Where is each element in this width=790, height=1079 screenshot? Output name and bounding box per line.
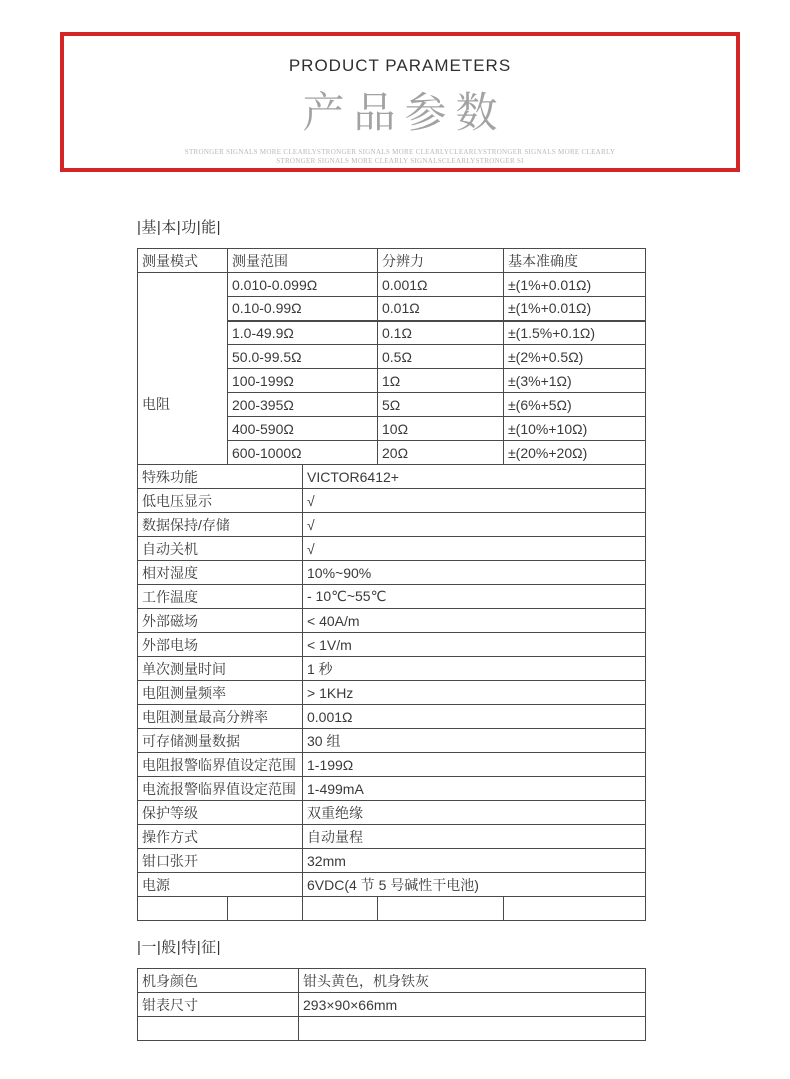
header-measure-range: 测量范围 [228, 249, 378, 273]
general-value-cell [299, 1017, 646, 1041]
spec-label-cell: 可存储测量数据 [138, 729, 303, 753]
range-cell: 400-590Ω [228, 417, 378, 441]
table-header-row [138, 249, 646, 273]
spec-row [138, 513, 646, 537]
content [137, 216, 645, 1041]
resolution-cell: 5Ω [378, 393, 504, 417]
range-cell: 100-199Ω [228, 369, 378, 393]
spec-row [138, 777, 646, 801]
general-row [138, 969, 646, 993]
spec-row [138, 561, 646, 585]
spec-row [138, 801, 646, 825]
section-title-general-features: |一|般|特|征| [137, 939, 221, 956]
spec-value-cell: < 1V/m [303, 633, 646, 657]
header-subtitle-line2: STRONGER SIGNALS MORE CLEARLY SIGNALSCLEARLYSTRONGER SI [276, 157, 524, 165]
general-label-cell [138, 1017, 299, 1041]
spec-row [138, 609, 646, 633]
spec-row [138, 849, 646, 873]
resolution-cell: 10Ω [378, 417, 504, 441]
spec-label-cell: 工作温度 [138, 585, 303, 609]
accuracy-cell: ±(1%+0.01Ω) [504, 297, 646, 321]
resolution-cell: 20Ω [378, 441, 504, 465]
empty-row [138, 897, 646, 921]
spec-value-cell: 10%~90% [303, 561, 646, 585]
spec-row [138, 489, 646, 513]
spec-label-cell: 电阻测量最高分辨率 [138, 705, 303, 729]
resistance-row [138, 273, 646, 297]
spec-label-cell: 保护等级 [138, 801, 303, 825]
range-cell: 200-395Ω [228, 393, 378, 417]
spec-value-cell: √ [303, 537, 646, 561]
accuracy-cell: ±(6%+5Ω) [504, 393, 646, 417]
section-title-basic-functions: |基|本|功|能| [137, 219, 221, 236]
spec-label-cell: 电阻测量频率 [138, 681, 303, 705]
spec-value-cell: 0.001Ω [303, 705, 646, 729]
mode-label-cell: 电阻 [138, 273, 228, 465]
spec-value-cell: √ [303, 513, 646, 537]
spec-value-cell: 1-199Ω [303, 753, 646, 777]
spec-row [138, 705, 646, 729]
general-label-cell: 机身颜色 [138, 969, 299, 993]
resolution-cell: 0.01Ω [378, 297, 504, 321]
page [0, 32, 790, 1041]
spec-row [138, 753, 646, 777]
spec-label-cell: 相对湿度 [138, 561, 303, 585]
spec-row [138, 873, 646, 897]
accuracy-cell: ±(1%+0.01Ω) [504, 273, 646, 297]
general-features-table [137, 968, 646, 1041]
spec-label-cell: 电源 [138, 873, 303, 897]
spec-label-cell: 钳口张开 [138, 849, 303, 873]
empty-cell [138, 897, 228, 921]
resolution-cell: 0.5Ω [378, 345, 504, 369]
spec-value-cell: 6VDC(4 节 5 号碱性干电池) [303, 873, 646, 897]
empty-cell [378, 897, 504, 921]
spec-value-cell: 1-499mA [303, 777, 646, 801]
spec-row [138, 585, 646, 609]
general-label-cell: 钳表尺寸 [138, 993, 299, 1017]
spec-value-cell: √ [303, 489, 646, 513]
spec-value-cell: > 1KHz [303, 681, 646, 705]
spec-label-cell: 自动关机 [138, 537, 303, 561]
header-banner [60, 32, 740, 172]
spec-label-cell: 数据保持/存储 [138, 513, 303, 537]
spec-row [138, 633, 646, 657]
general-value-cell: 293×90×66mm [299, 993, 646, 1017]
spec-label-cell: 操作方式 [138, 825, 303, 849]
spec-value-cell: 双重绝缘 [303, 801, 646, 825]
spec-row [138, 825, 646, 849]
resolution-cell: 1Ω [378, 369, 504, 393]
range-cell: 0.010-0.099Ω [228, 273, 378, 297]
header-title-en: PRODUCT PARAMETERS [288, 56, 512, 75]
spec-row [138, 657, 646, 681]
spec-value-cell: - 10℃~55℃ [303, 585, 646, 609]
spec-label-cell: 电阻报警临界值设定范围 [138, 753, 303, 777]
resolution-cell: 0.001Ω [378, 273, 504, 297]
accuracy-cell: ±(10%+10Ω) [504, 417, 646, 441]
spec-value-cell: < 40A/m [303, 609, 646, 633]
spec-row [138, 537, 646, 561]
spec-label-cell: 特殊功能 [138, 465, 303, 489]
spec-label-cell: 单次测量时间 [138, 657, 303, 681]
accuracy-cell: ±(20%+20Ω) [504, 441, 646, 465]
accuracy-cell: ±(2%+0.5Ω) [504, 345, 646, 369]
header-resolution: 分辨力 [378, 249, 504, 273]
spec-value-cell: 30 组 [303, 729, 646, 753]
resolution-cell: 0.1Ω [378, 321, 504, 345]
header-measure-mode: 测量模式 [138, 249, 228, 273]
spec-row [138, 729, 646, 753]
basic-functions-table [137, 248, 646, 921]
header-title-zh: 产品参数 [302, 89, 507, 136]
spec-value-cell: 32mm [303, 849, 646, 873]
general-row-partial [138, 1017, 646, 1041]
range-cell: 0.10-0.99Ω [228, 297, 378, 321]
accuracy-cell: ±(3%+1Ω) [504, 369, 646, 393]
spec-row [138, 681, 646, 705]
range-cell: 600-1000Ω [228, 441, 378, 465]
spec-label-cell: 外部电场 [138, 633, 303, 657]
spec-row [138, 465, 646, 489]
spec-label-cell: 低电压显示 [138, 489, 303, 513]
general-row [138, 993, 646, 1017]
spec-label-cell: 电流报警临界值设定范围 [138, 777, 303, 801]
header-subtitle [64, 148, 736, 166]
header-accuracy: 基本准确度 [504, 249, 646, 273]
spec-value-cell: 自动量程 [303, 825, 646, 849]
header-subtitle-line1: STRONGER SIGNALS MORE CLEARLYSTRONGER SIGNALS MORE CLEARLYCLEARLYSTRONGER SIGNALS MORE CLEARLY [184, 148, 616, 156]
range-cell: 50.0-99.5Ω [228, 345, 378, 369]
accuracy-cell: ±(1.5%+0.1Ω) [504, 321, 646, 345]
empty-cell [504, 897, 646, 921]
range-cell: 1.0-49.9Ω [228, 321, 378, 345]
spec-label-cell: 外部磁场 [138, 609, 303, 633]
spec-value-cell: 1 秒 [303, 657, 646, 681]
empty-cell [228, 897, 303, 921]
general-value-cell: 钳头黄色，机身铁灰 [299, 969, 646, 993]
empty-cell [303, 897, 378, 921]
spec-value-cell: VICTOR6412+ [303, 465, 646, 489]
